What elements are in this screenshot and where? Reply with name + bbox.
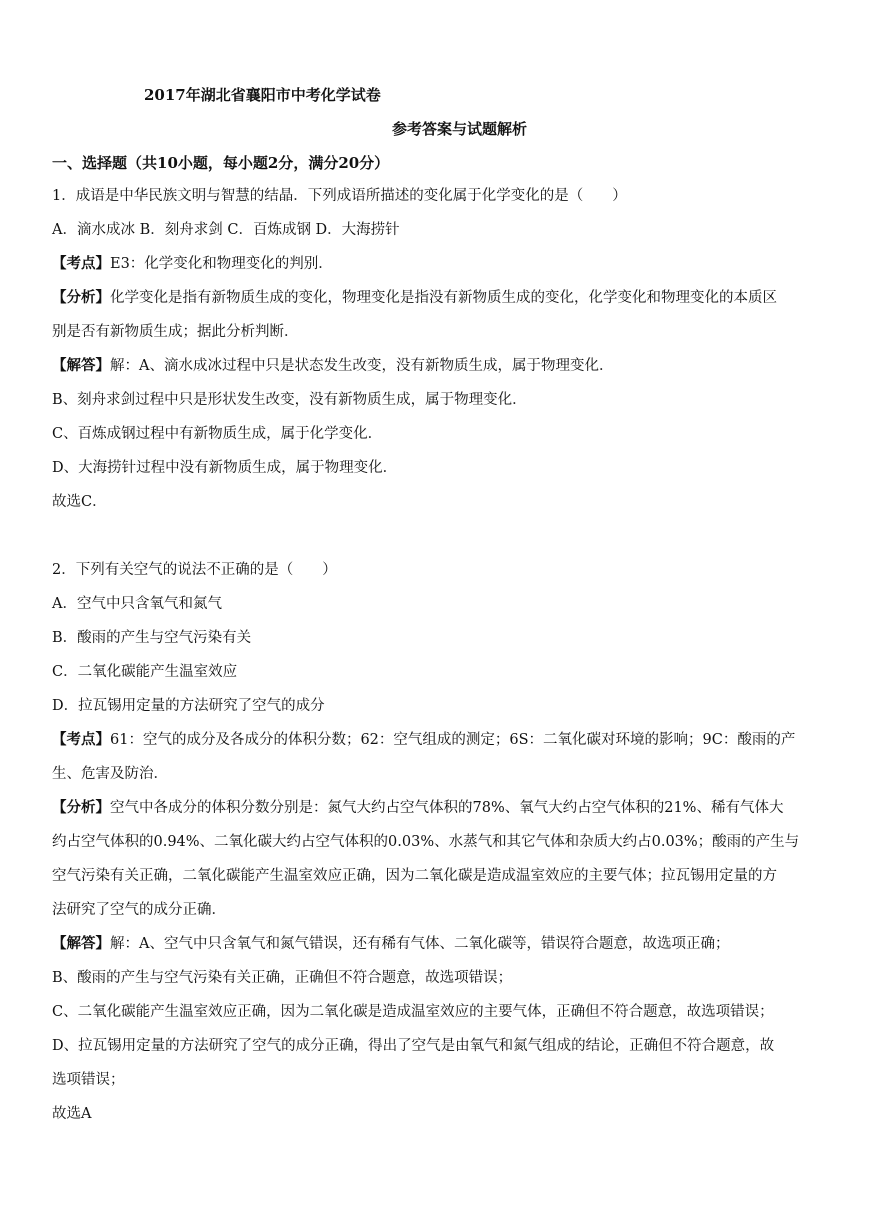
q2-jieda-text-3: C、二氧化碳能产生温室效应正确，因为二氧化碳是造成温室效应的主要气体，正确但不符合题意，故选项错误； xyxy=(52,1004,774,1020)
q1-jieda-text-3: C、百炼成钢过程中有新物质生成，属于化学变化． xyxy=(52,426,383,442)
q1-kaodian xyxy=(52,254,333,274)
q2-kaodian-text-1: 61：空气的成分及各成分的体积分数；62：空气组成的测定；6S：二氧化碳对环境的影响；9C：酸雨的产 xyxy=(110,732,796,748)
fenxi-tag: 【分析】 xyxy=(52,799,110,816)
document-subtitle: 参考答案与试题解析 xyxy=(392,120,528,138)
q2-fenxi-text-1: 空气中各成分的体积分数分别是：氮气大约占空气体积的78%、氧气大约占空气体积的21%、稀有气体大 xyxy=(110,800,784,816)
q2-jieda-text-2: B、酸雨的产生与空气污染有关正确，正确但不符合题意，故选项错误； xyxy=(52,970,513,986)
q1-fenxi-text-2: 别是否有新物质生成；据此分析判断． xyxy=(52,324,299,340)
q2-answer: 故选A xyxy=(52,1106,92,1122)
kaodian-tag: 【考点】 xyxy=(52,731,110,748)
kaodian-tag: 【考点】 xyxy=(52,255,110,272)
q1-jieda-text-2: B、刻舟求剑过程中只是形状发生改变，没有新物质生成，属于物理变化． xyxy=(52,392,527,408)
q2-fenxi-text-4: 法研究了空气的成分正确． xyxy=(52,902,226,918)
q2-jieda-text-5: 选项错误； xyxy=(52,1072,125,1088)
q2-stem: 2．下列有关空气的说法不正确的是（ ） xyxy=(52,562,337,578)
q1-fenxi-text-1: 化学变化是指有新物质生成的变化，物理变化是指没有新物质生成的变化，化学变化和物理变化的本质区 xyxy=(110,290,777,306)
q1-jieda xyxy=(52,356,613,376)
q2-option-a: A．空气中只含氧气和氮气 xyxy=(52,596,222,612)
q1-jieda-text-4: D、大海捞针过程中没有新物质生成，属于物理变化． xyxy=(52,460,398,476)
q2-jieda-text-1: 解：A、空气中只含氧气和氮气错误，还有稀有气体、二氧化碳等，错误符合题意，故选项正确； xyxy=(110,936,730,952)
q2-kaodian-text-2: 生、危害及防治． xyxy=(52,766,168,782)
q2-option-c: C．二氧化碳能产生温室效应 xyxy=(52,664,238,680)
q1-options: A．滴水成冰 B．刻舟求剑 C．百炼成钢 D．大海捞针 xyxy=(52,222,400,238)
q2-jieda-text-4: D、拉瓦锡用定量的方法研究了空气的成分正确，得出了空气是由氧气和氮气组成的结论，正确但不符合题意，故 xyxy=(52,1038,775,1054)
q1-jieda-text-1: 解：A、滴水成冰过程中只是状态发生改变，没有新物质生成，属于物理变化． xyxy=(110,358,614,374)
fenxi-tag: 【分析】 xyxy=(52,289,110,306)
q2-fenxi-text-2: 约占空气体积的0.94%、二氧化碳大约占空气体积的0.03%、水蒸气和其它气体和杂质大约占0.03%；酸雨的产生与 xyxy=(52,834,800,850)
q2-kaodian xyxy=(52,730,795,750)
q1-kaodian-text: E3：化学变化和物理变化的判别． xyxy=(110,256,333,272)
q1-fenxi xyxy=(52,288,777,308)
jieda-tag: 【解答】 xyxy=(52,935,110,952)
section-heading: 一、选择题（共10小题，每小题2分，满分20分） xyxy=(52,154,390,172)
q2-fenxi-text-3: 空气污染有关正确，二氧化碳能产生温室效应正确，因为二氧化碳是造成温室效应的主要气体；拉瓦锡用定量的方 xyxy=(52,868,777,884)
jieda-tag: 【解答】 xyxy=(52,357,110,374)
document-title: 2017年湖北省襄阳市中考化学试卷 xyxy=(144,86,381,104)
q1-answer: 故选C． xyxy=(52,494,107,510)
q2-fenxi xyxy=(52,798,783,818)
q2-option-b: B．酸雨的产生与空气污染有关 xyxy=(52,630,252,646)
q1-stem: 1．成语是中华民族文明与智慧的结晶．下列成语所描述的变化属于化学变化的是（ ） xyxy=(52,188,627,204)
q2-jieda xyxy=(52,934,729,954)
q2-option-d: D．拉瓦锡用定量的方法研究了空气的成分 xyxy=(52,698,325,714)
